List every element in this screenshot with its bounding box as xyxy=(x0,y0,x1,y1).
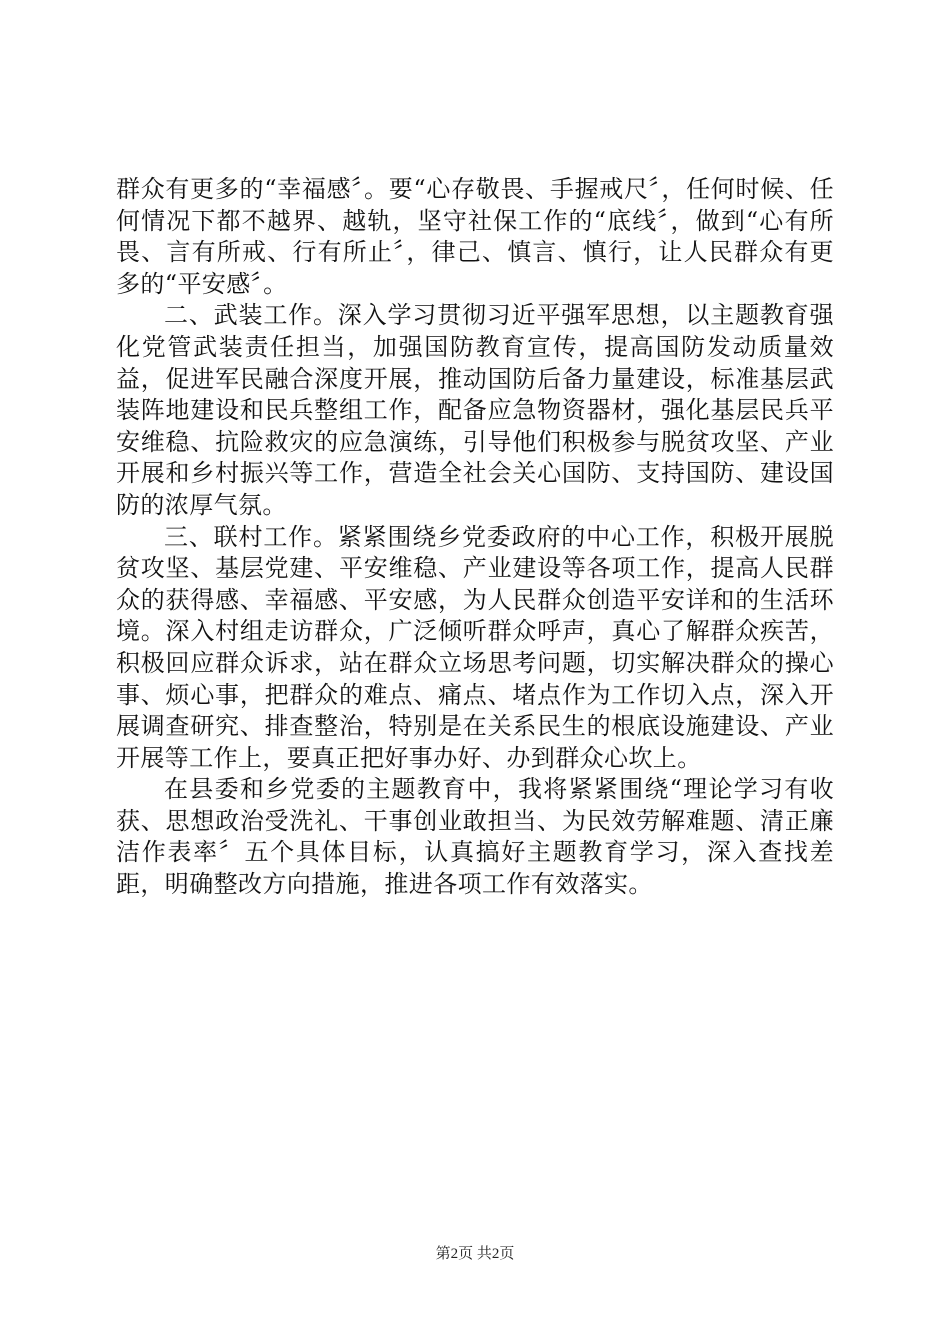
paragraph-continuation: 群众有更多的“幸福感〞。要“心存敬畏、手握戒尺〞，任何时候、任何情况下都不越界、越轨，坚守社保工作的“底线〞，做到“心有所畏、言有所戒、行有所止〞，律己、慎言、慎行，让人民群众有更多的“平安感〞。 xyxy=(116,175,834,298)
paragraph-conclusion: 在县委和乡党委的主题教育中，我将紧紧围绕“理论学习有收获、思想政治受洗礼、干事创业敢担当、为民效劳解难题、清正廉洁作表率〞五个具体目标，认真搞好主题教育学习，深入查找差距，明确整改方向措施，推进各项工作有效落实。 xyxy=(116,775,834,899)
paragraph-village-liaison-work: 三、联村工作。紧紧围绕乡党委政府的中心工作，积极开展脱贫攻坚、基层党建、平安维稳、产业建设等各项工作，提高人民群众的获得感、幸福感、平安感，为人民群众创造平安详和的生活环境。深入村组走访群众，广泛倾听群众呼声，真心了解群众疾苦，积极回应群众诉求，站在群众立场思考问题，切实解决群众的操心事、烦心事，把群众的难点、痛点、堵点作为工作切入点，深入开展调查研究、排查整治，特别是在关系民生的根底设施建设、产业开展等工作上，要真正把好事办好、办到群众心坎上。 xyxy=(116,522,834,772)
page-number-footer: 第2页 共2页 xyxy=(435,1246,515,1262)
document-body xyxy=(116,174,834,901)
paragraph-armed-forces-work: 二、武装工作。深入学习贯彻习近平强军思想，以主题教育强化党管武装责任担当，加强国防教育宣传，提高国防发动质量效益，促进军民融合深度开展，推动国防后备力量建设，标准基层武装阵地建设和民兵整组工作，配备应急物资器材，强化基层民兵平安维稳、抗险救灾的应急演练，引导他们积极参与脱贫攻坚、产业开展和乡村振兴等工作，营造全社会关心国防、支持国防、建设国防的浓厚气氛。 xyxy=(116,301,834,519)
